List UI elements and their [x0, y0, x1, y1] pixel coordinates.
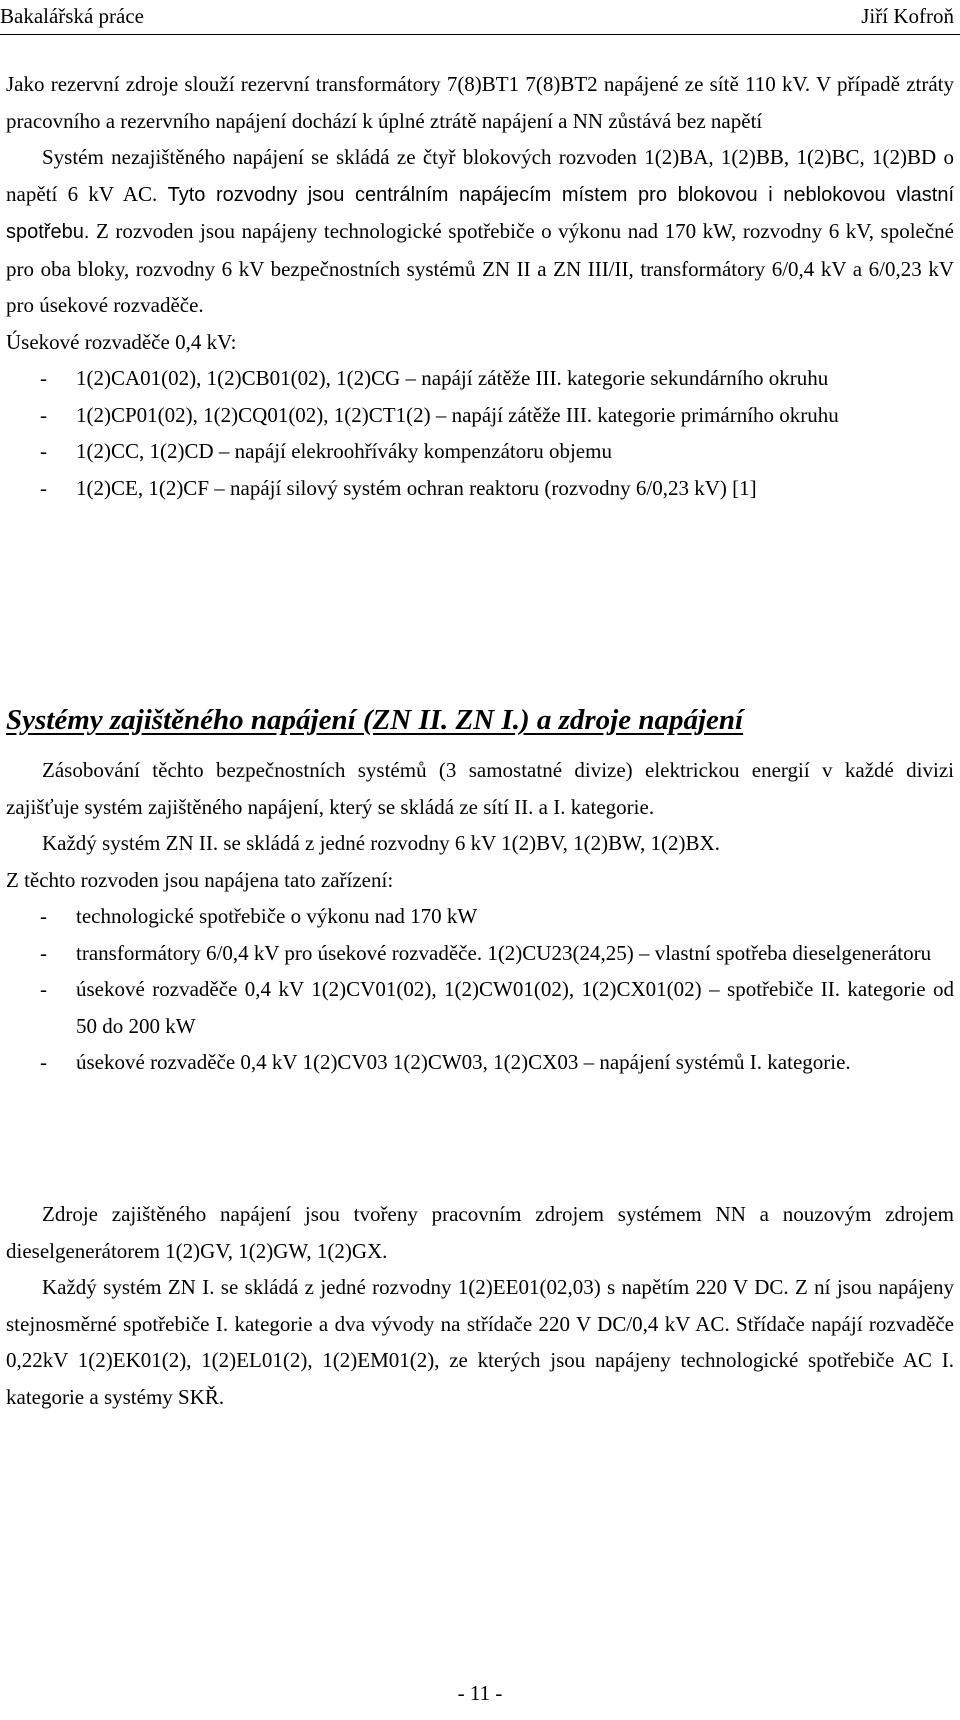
- section-power-sources: [6, 1196, 954, 1415]
- paragraph-supply-divisions: Zásobování těchto bezpečnostních systémů (3 samostatné divize) elektrickou energií v každé divizi zajišťuje systém zajištěného napájení, který se skládá ze sítí II. a I. kategorie.: [6, 758, 954, 819]
- list-item: [6, 1044, 954, 1081]
- list-item: [6, 898, 954, 935]
- list-dash: -: [40, 1050, 47, 1074]
- paragraph-devices-intro: Z těchto rozvoden jsou napájena tato zařízení:: [6, 867, 394, 892]
- list-dash: -: [40, 977, 47, 1001]
- list-item: [6, 470, 954, 507]
- paragraph-reserve-sources: Jako rezervní zdroje slouží rezervní transformátory 7(8)BT1 7(8)BT2 napájené ze sítě 110 kV. V případě ztráty pracovního a rezervního napájení dochází k úplné ztrátě napájení a NN zůstává bez napětí: [6, 72, 954, 133]
- list-dash: -: [40, 940, 47, 965]
- paragraph-sans-text: Tyto rozvodny jsou centrálním napájecím místem pro blokovou i neblokovou vlastní spotřebu.: [6, 183, 954, 243]
- list-title: Úsekové rozvaděče 0,4 kV:: [6, 329, 237, 354]
- list-item-text: technologické spotřebiče o výkonu nad 170 kW: [76, 904, 478, 928]
- list-item: [6, 971, 954, 1044]
- list-item-text: 1(2)CA01(02), 1(2)CB01(02), 1(2)CG – napájí zátěže III. kategorie sekundárního okruhu: [76, 366, 829, 390]
- section-intro: [6, 66, 954, 506]
- paragraph-zn1-system: Každý systém ZN I. se skládá z jedné rozvodny 1(2)EE01(02,03) s napětím 220 V DC. Z ní jsou napájeny stejnosměrné spotřebiče I. kategorie a dva vývody na střídače 220 V DC/0,4 kV AC. Střídače napájí rozvaděče 0,22kV 1(2)EK01(2), 1(2)EL01(2), 1(2)EM01(2), ze kterých jsou napájeny technologické spotřebiče AC I. kategorie a systémy SKŘ.: [6, 1275, 954, 1409]
- list-dash: -: [40, 904, 47, 928]
- list-item: [6, 433, 954, 470]
- list-item-text: úsekové rozvaděče 0,4 kV 1(2)CV01(02), 1(2)CW01(02), 1(2)CX01(02) – spotřebiče II. kategorie od 50 do 200 kW: [76, 977, 954, 1038]
- list-item-text: 1(2)CP01(02), 1(2)CQ01(02), 1(2)CT1(2) – napájí zátěže III. kategorie primárního okruhu: [76, 402, 839, 427]
- list-item: [6, 397, 954, 434]
- paragraph-text-tail: Z rozvoden jsou napájeny technologické spotřebiče o výkonu nad 170 kW, rozvodny 6 kV, společné pro oba bloky, rozvodny 6 kV bezpečnostních systémů ZN II a ZN III/II, transformátory 6/0,4 kV a 6/0,23 kV pro úsekové rozvaděče.: [6, 219, 955, 317]
- paragraph-sources: Zdroje zajištěného napájení jsou tvořeny pracovním zdrojem systémem NN a nouzovým zdrojem dieselgenerátorem 1(2)GV, 1(2)GW, 1(2)GX.: [6, 1202, 954, 1263]
- paragraph-zn2-system: Každý systém ZN II. se skládá z jedné rozvodny 6 kV 1(2)BV, 1(2)BW, 1(2)BX.: [42, 831, 720, 855]
- list-item-text: 1(2)CE, 1(2)CF – napájí silový systém ochran reaktoru (rozvodny 6/0,23 kV) [1]: [76, 475, 757, 500]
- list-dash: -: [40, 366, 47, 390]
- header-right: Jiří Kofroň: [861, 4, 954, 28]
- list-item-text: transformátory 6/0,4 kV pro úsekové rozvaděče. 1(2)CU23(24,25) – vlastní spotřeba dieselgenerátoru: [76, 940, 932, 965]
- section-heading: Systémy zajištěného napájení (ZN II. ZN I.) a zdroje napájení: [6, 704, 744, 736]
- page-number: - 11 -: [457, 1681, 503, 1705]
- section-switchboard-list: [6, 360, 954, 506]
- list-item: [6, 935, 954, 972]
- list-item: [6, 360, 954, 397]
- section-devices-list: [6, 898, 954, 1081]
- paragraph-unsecured-supply: [6, 139, 954, 324]
- header-left: Bakalářská práce: [0, 4, 144, 28]
- paragraph-text: Systém nezajištěného napájení se skládá ze čtyř blokových rozvoden 1(2)BA, 1(2)BB, 1(2)BC, 1(2)BD o napětí 6 kV AC.: [6, 145, 954, 206]
- header-rule: [0, 34, 960, 35]
- section-secured-supply: [6, 752, 954, 1081]
- list-item-text: 1(2)CC, 1(2)CD – napájí elekroohříváky kompenzátoru objemu: [76, 439, 612, 463]
- list-dash: -: [40, 439, 47, 463]
- list-item-text: úsekové rozvaděče 0,4 kV 1(2)CV03 1(2)CW03, 1(2)CX03 – napájení systémů I. kategorie.: [76, 1050, 851, 1074]
- list-dash: -: [40, 475, 47, 500]
- list-dash: -: [40, 402, 47, 427]
